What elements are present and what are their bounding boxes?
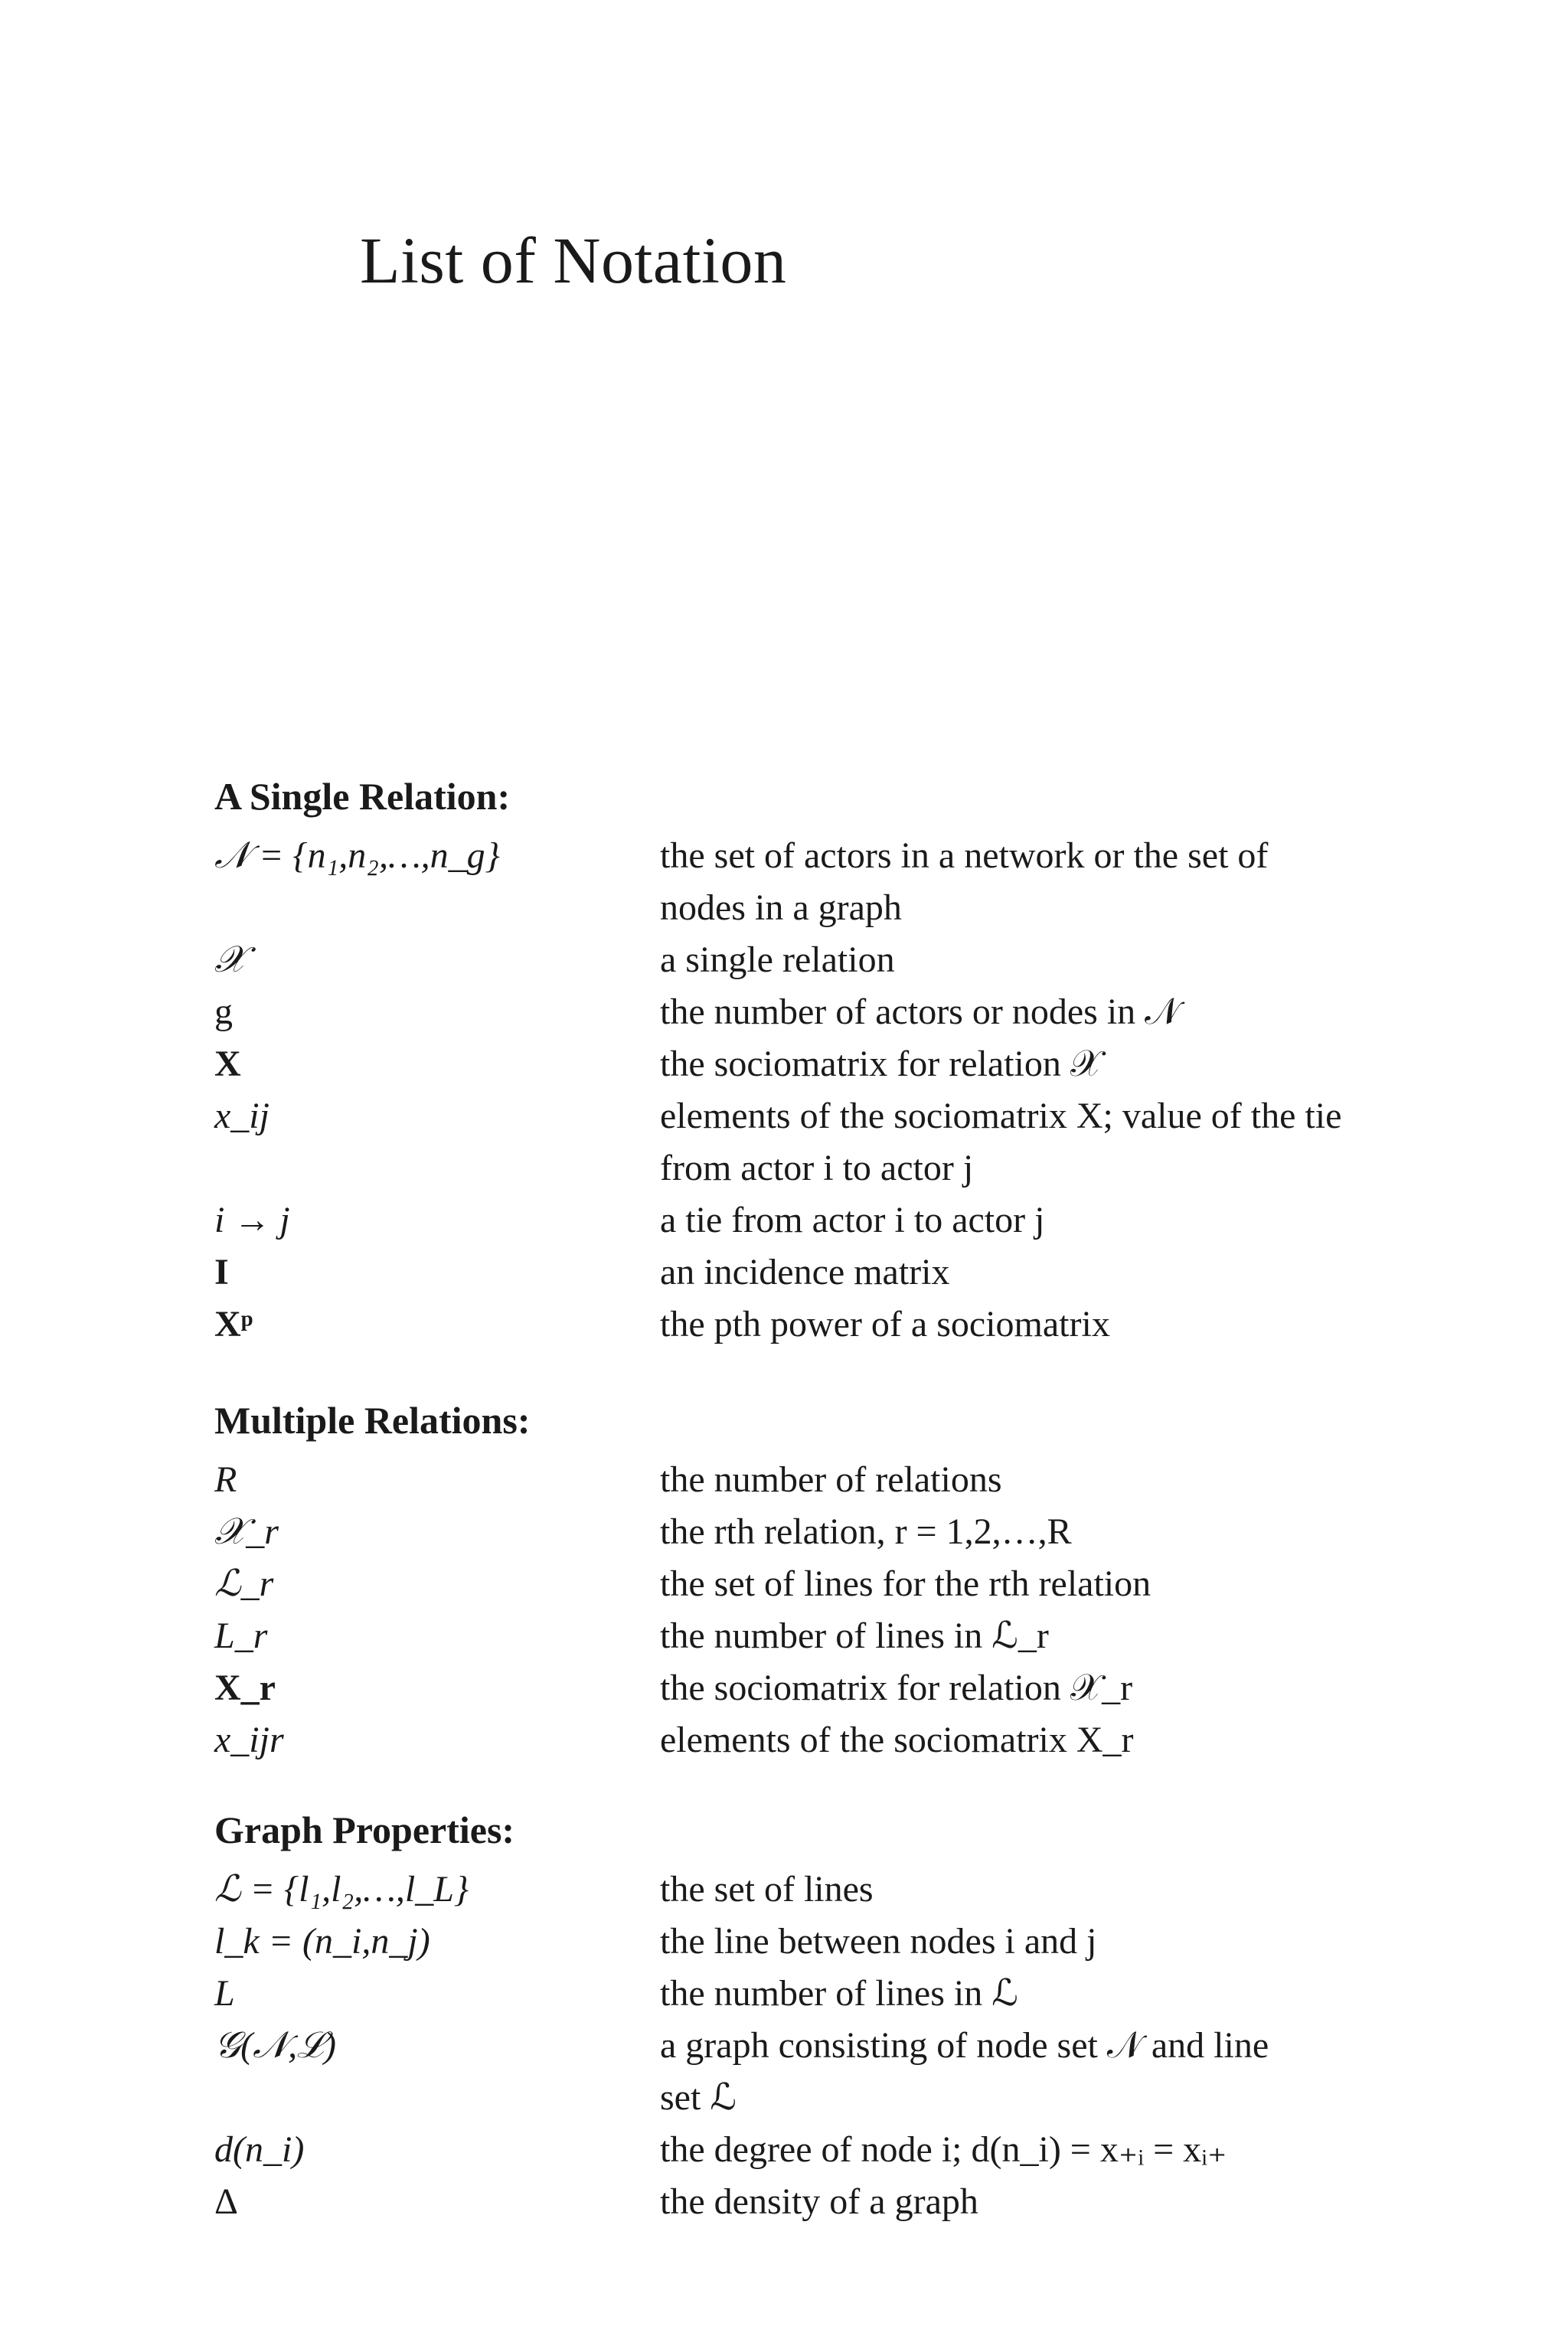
notation-symbol: i → j [214,1200,290,1240]
notation-description: the sociomatrix for relation 𝒳_r [660,1668,1133,1708]
notation-description: the rth relation, r = 1,2,…,R [660,1511,1072,1552]
notation-symbol: g [214,992,233,1032]
notation-symbol: ℒ_r [214,1563,274,1604]
notation-row [214,1038,1516,1090]
section-heading: Graph Properties: [214,1808,515,1851]
notation-row [214,1662,1516,1714]
notation-row [214,1506,1516,1558]
notation-row [214,1864,1516,1916]
notation-description: the set of actors in a network or the set of nodes in a graph [660,835,1269,928]
notation-row [214,2124,1516,2176]
notation-row [214,1090,1516,1194]
notation-row [214,1299,1516,1351]
notation-row [214,1610,1516,1662]
notation-description: elements of the sociomatrix X_r [660,1720,1134,1760]
notation-symbol: X [214,1044,241,1084]
notation-description: a graph consisting of node set 𝒩 and line set ℒ [660,2025,1269,2118]
notation-symbol: l_k = (n_i,n_j) [214,1921,430,1962]
notation-row [214,1454,1516,1506]
notation-symbol: I [214,1252,229,1292]
notation-row [214,2020,1516,2124]
notation-description: the sociomatrix for relation 𝒳 [660,1044,1102,1084]
notation-symbol: R [214,1459,237,1500]
section-single-relation [214,773,1516,1351]
notation-row [214,1714,1516,1766]
notation-symbol: x_ijr [214,1720,284,1760]
section-graph-properties [214,1807,1516,2228]
notation-description: the pth power of a sociomatrix [660,1304,1110,1344]
notation-symbol: 𝒩 = {n₁,n₂,…,n_g} [214,835,500,876]
notation-row [214,1916,1516,1968]
notation-description: elements of the sociomatrix X; value of the tie from actor i to actor j [660,1096,1342,1188]
notation-symbol: Δ [214,2181,238,2222]
notation-description: the degree of node i; d(n_i) = x₊ᵢ = xᵢ₊ [660,2129,1227,2170]
notation-description: an incidence matrix [660,1252,950,1292]
notation-symbol: ℒ = {l₁,l₂,…,l_L} [214,1869,469,1910]
notation-row [214,1194,1516,1246]
notation-symbol: Xᵖ [214,1304,253,1344]
page-title: List of Notation [360,224,787,297]
notation-symbol: L_r [214,1616,268,1656]
notation-description: the number of lines in ℒ [660,1973,1018,2014]
notation-row [214,986,1516,1038]
notation-description: the number of relations [660,1459,1002,1500]
notation-description: a single relation [660,939,895,980]
section-heading: Multiple Relations: [214,1399,531,1442]
notation-row [214,1968,1516,2020]
notation-symbol: L [214,1973,235,2014]
section-multiple-relations [214,1397,1516,1766]
notation-row [214,830,1516,934]
notation-row [214,1558,1516,1610]
notation-description: a tie from actor i to actor j [660,1200,1045,1240]
section-heading: A Single Relation: [214,775,511,818]
notation-symbol: 𝒢(𝒩,ℒ) [214,2025,337,2066]
notation-description: the line between nodes i and j [660,1921,1097,1962]
notation-row [214,2176,1516,2228]
notation-row [214,934,1516,986]
notation-description: the set of lines [660,1869,874,1910]
notation-description: the set of lines for the rth relation [660,1563,1152,1604]
notation-row [214,1246,1516,1299]
notation-symbol: 𝒳 [214,939,247,980]
notation-symbol: d(n_i) [214,2129,305,2170]
notation-description: the number of actors or nodes in 𝒩 [660,992,1181,1032]
notation-description: the number of lines in ℒ_r [660,1616,1049,1656]
notation-symbol: X_r [214,1668,276,1708]
notation-description: the density of a graph [660,2181,978,2222]
notation-symbol: x_ij [214,1096,270,1136]
notation-symbol: 𝒳_r [214,1511,279,1552]
